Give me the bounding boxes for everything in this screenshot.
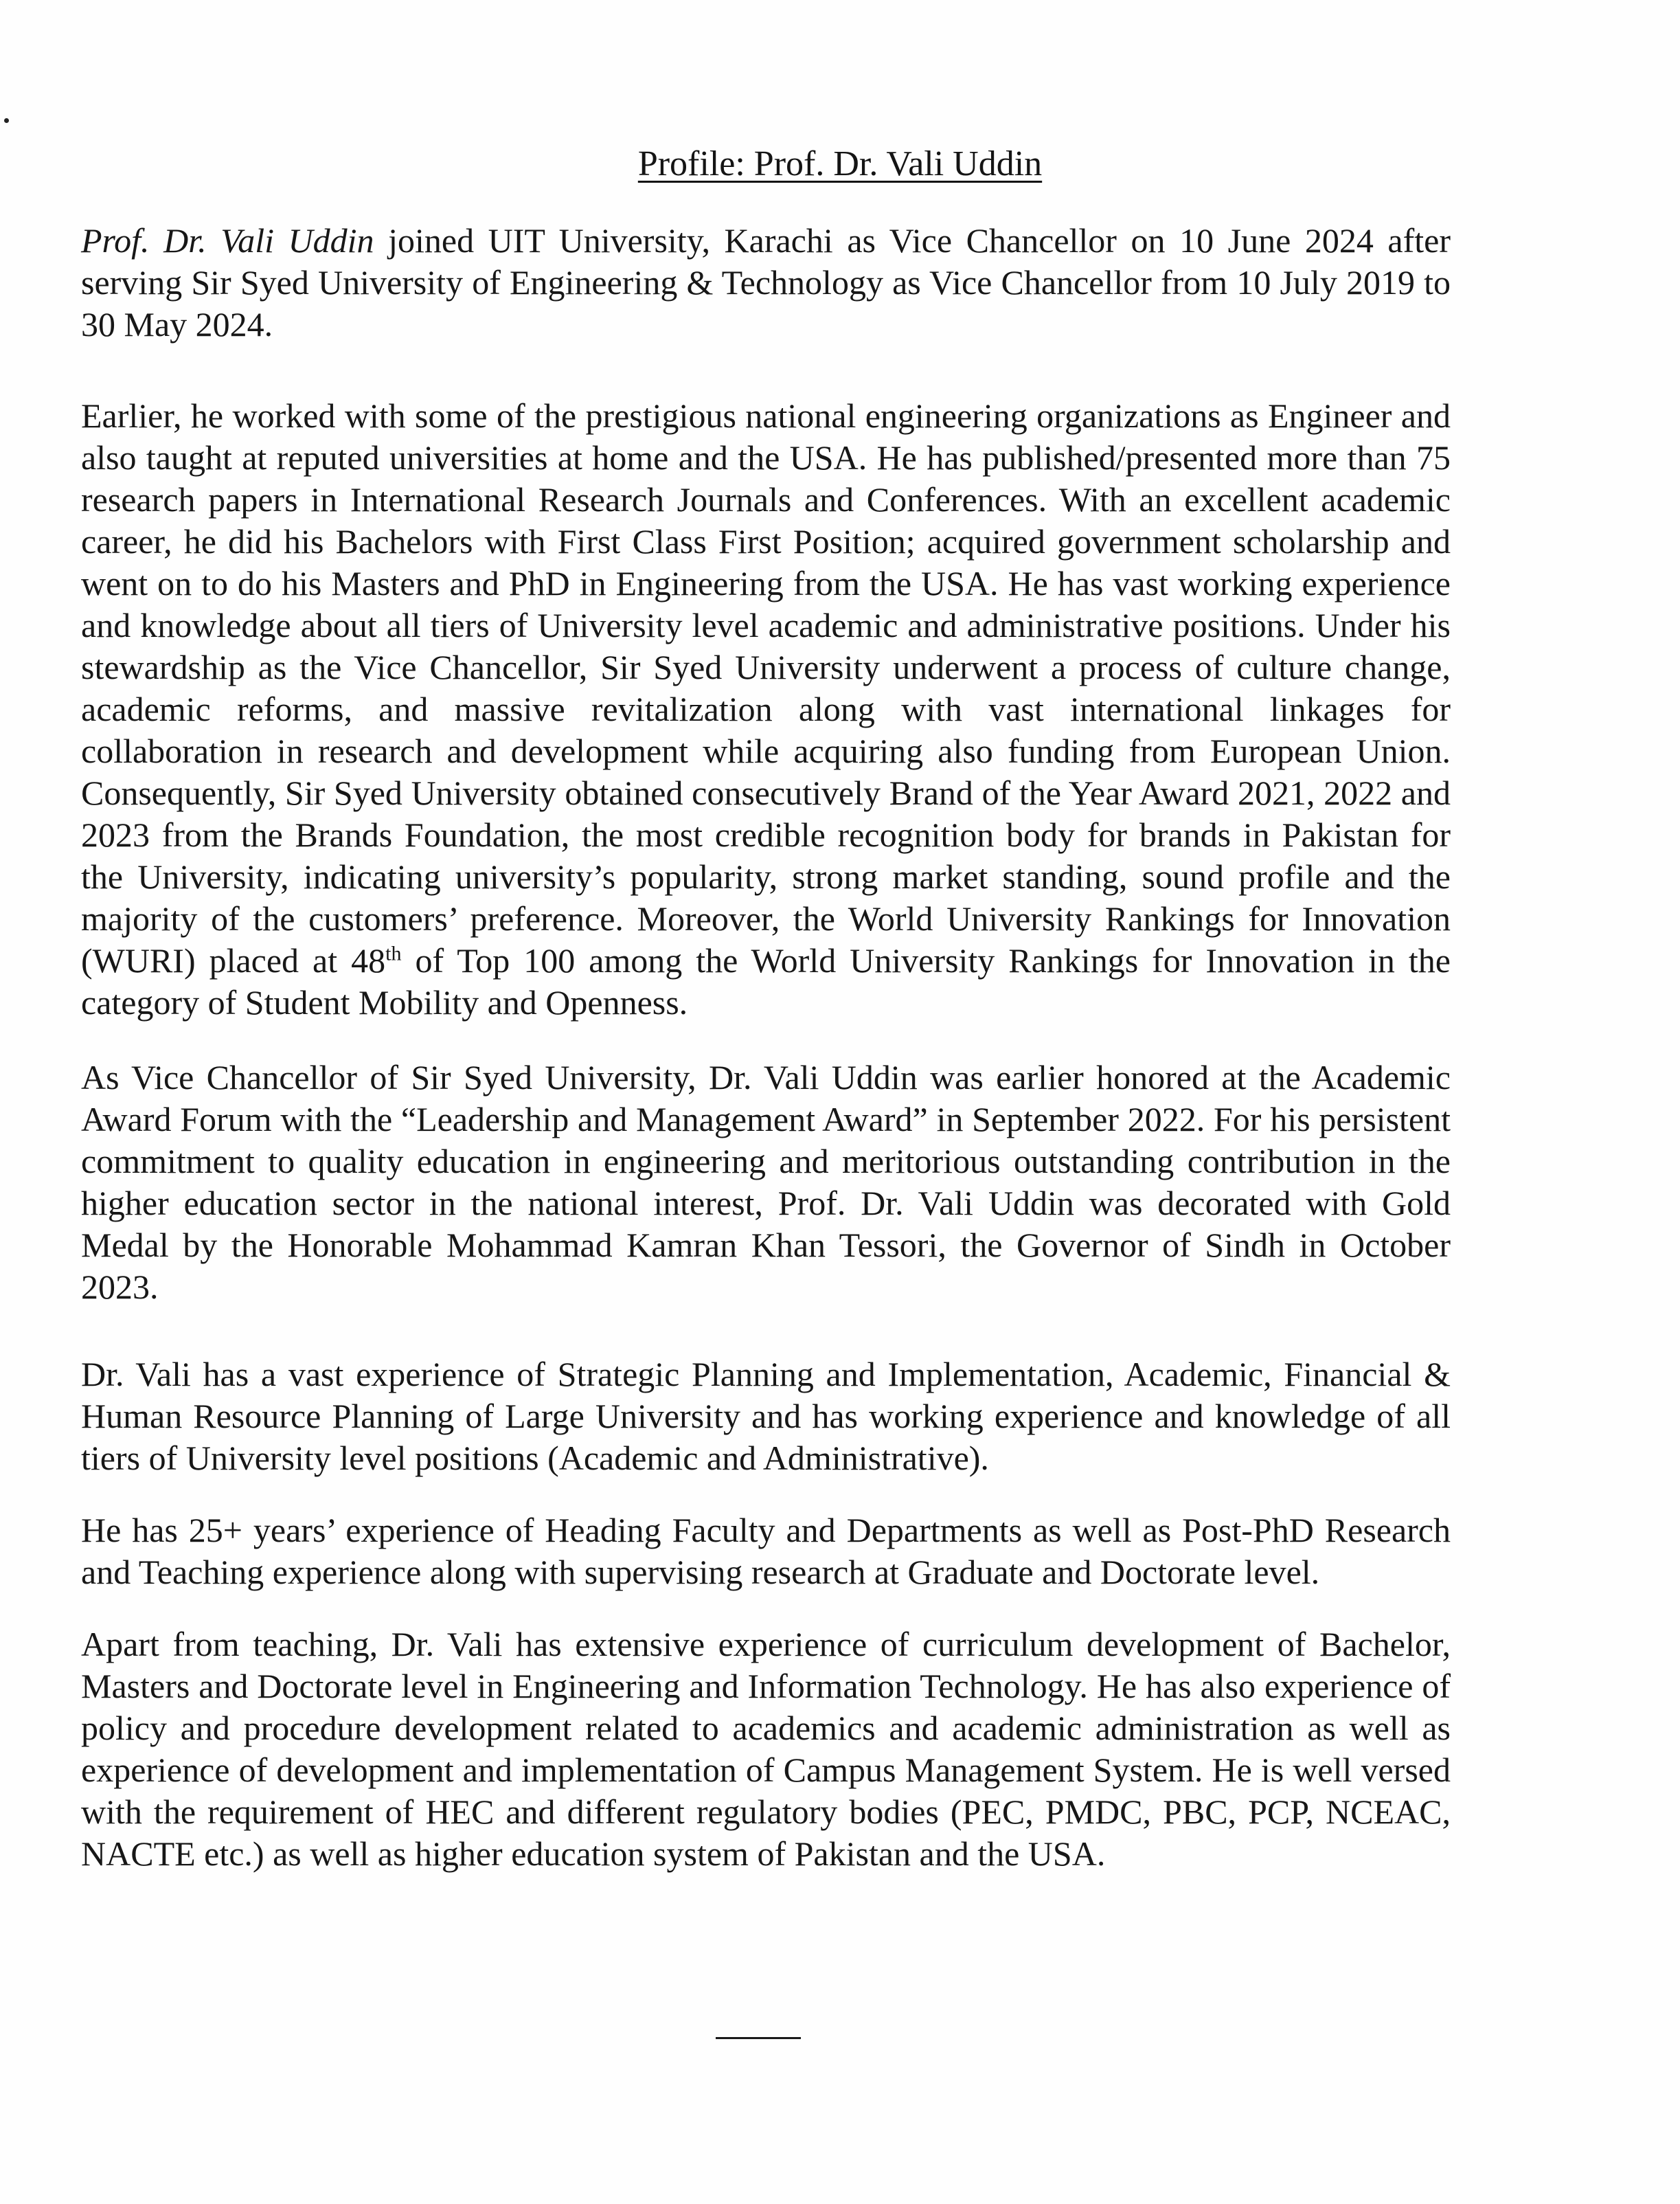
paragraph-career-text: Earlier, he worked with some of the prestigious national engineering organizations as Engineer and also taught at reputed universities at home and the USA. He has published/presented more than 75 research papers in International Research Journals and Conferences. With an excellent academic career, he did his Bachelors with First Class First Position; acquired government scholarship and went on to do his Masters and PhD in Engineering from the USA. He has vast working experience and knowledge about all tiers of University level academic and administrative positions. Under his stewardship as the Vice Chancellor, Sir Syed University underwent a process of culture change, academic reforms, and massive revitalization along with vast international linkages for collaboration in research and development while acquiring also funding from European Union. Consequently, Sir Syed University obtained consecutively Brand of the Year Award 2021, 2022 and 2023 from the Brands Foundation, the most credible recognition body for brands in Pakistan for the University, indicating university’s popularity, strong market standing, sound profile and the majority of the customers’ preference. Moreover, the World University Rankings for Innovation (WURI) placed at 48 <box>81 396 1451 980</box>
document-title <box>0 140 1680 188</box>
document-body <box>81 220 1451 1875</box>
paragraph-curriculum: Apart from teaching, Dr. Vali has extensive experience of curriculum development of Bachelor, Masters and Doctorate level in Engineering and Information Technology. He has also experience of policy and procedure development related to academics and academic administration as well as experience of development and implementation of Campus Management System. He is well versed with the requirement of HEC and different regulatory bodies (PEC, PMDC, PBC, PCP, NCEAC, NACTE etc.) as well as higher education system of Pakistan and the USA. <box>81 1625 1451 1873</box>
scan-speck <box>4 118 9 123</box>
paragraph-awards: As Vice Chancellor of Sir Syed University, Dr. Vali Uddin was earlier honored at the Academic Award Forum with the “Leadership and Management Award” in September 2022. For his persistent commitment to quality education in engineering and meritorious outstanding contribution in the higher education sector in the national interest, Prof. Dr. Vali Uddin was decorated with Gold Medal by the Honorable Mohammad Kamran Khan Tessori, the Governor of Sindh in October 2023. <box>81 1058 1451 1306</box>
paragraph-planning: Dr. Vali has a vast experience of Strategic Planning and Implementation, Academic, Financial & Human Resource Planning of Large University and has working experience and knowledge of all tiers of University level positions (Academic and Administrative). <box>81 1355 1451 1477</box>
name-italic: Prof. Dr. Vali Uddin <box>81 221 374 260</box>
paragraph-appointment <box>81 220 1451 346</box>
ordinal-suffix: th <box>385 942 402 965</box>
paragraph-career-text-end: of Top 100 among the World University Rankings for Innovation in the category of Student Mobility and Openness. <box>81 941 1451 1022</box>
title-text: Profile: Prof. Dr. Vali Uddin <box>637 144 1043 183</box>
paragraph-experience: He has 25+ years’ experience of Heading Faculty and Departments as well as Post-PhD Research and Teaching experience along with supervising research at Graduate and Doctorate level. <box>81 1511 1451 1591</box>
paragraph-appointment-text: joined UIT University, Karachi as Vice Chancellor on 10 June 2024 after serving Sir Syed University of Engineering & Technology as Vice Chancellor from 10 July 2019 to 30 May 2024. <box>81 221 1451 344</box>
end-divider <box>716 2037 801 2039</box>
paragraph-career <box>81 395 1451 1024</box>
